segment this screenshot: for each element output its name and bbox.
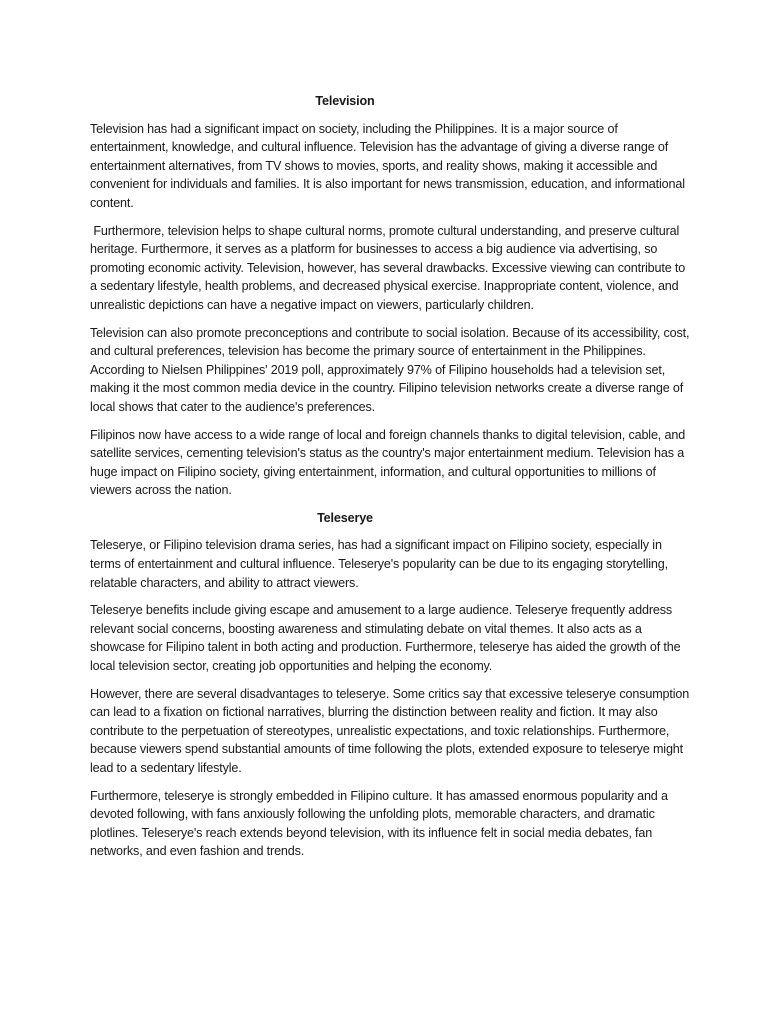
section-heading-television: Television <box>315 94 375 108</box>
paragraph: Filipinos now have access to a wide range of local and foreign channels thanks to digital television, cable, and satellite services, cementing television's status as the country's major entertainment medium. Television has a huge impact on Filipino society, giving entertainment, information, and cultural opportunities to millions of viewers across the nation. <box>90 427 686 498</box>
paragraph: Television can also promote preconceptions and contribute to social isolation. Because of its accessibility, cost, and cultural preferences, television has become the primary source of entertainment in the Philippines. According to Nielsen Philippines' 2019 poll, approximately 97% of Filipino households had a television set, making it the most common media device in the country. Filipino television networks create a diverse range of local shows that cater to the audience's preferences. <box>90 325 690 414</box>
section-heading-teleserye: Teleserye <box>317 510 373 525</box>
paragraph: However, there are several disadvantages to teleserye. Some critics say that excessive teleserye consumption can lead to a fixation on fictional narratives, blurring the distinction between reality and fiction. It may also contribute to the perpetuation of stereotypes, unrealistic expectations, and toxic relationships. Furthermore, because viewers spend substantial amounts of time following the plots, extended exposure to teleserye might lead to a sedentary lifestyle. <box>90 686 690 775</box>
paragraph: Teleserye benefits include giving escape and amusement to a large audience. Teleserye frequently address relevant social concerns, boosting awareness and stimulating debate on vital themes. It also acts as a showcase for Filipino talent in both acting and production. Furthermore, teleserye has aided the growth of the local television sector, creating job opportunities and helping the economy. <box>90 603 681 674</box>
paragraph: Furthermore, teleserye is strongly embedded in Filipino culture. It has amassed enormous popularity and a devoted following, with fans anxiously following the unfolding plots, memorable characters, and dramatic plotlines. Teleserye's reach extends beyond television, with its influence felt in social media debates, fan networks, and even fashion and trends. <box>90 788 668 859</box>
document-body <box>90 92 690 870</box>
paragraph: Television has had a significant impact on society, including the Philippines. It is a major source of entertainment, knowledge, and cultural influence. Television has the advantage of giving a diverse range of entertainment alternatives, from TV shows to movies, sports, and reality shows, making it accessible and convenient for individuals and families. It is also important for news transmission, education, and informational content. <box>90 121 685 210</box>
paragraph: Furthermore, television helps to shape cultural norms, promote cultural understanding, and preserve cultural heritage. Furthermore, it serves as a platform for businesses to access a big audience via advertising, so promoting economic activity. Television, however, has several drawbacks. Excessive viewing can contribute to a sedentary lifestyle, health problems, and decreased physical exercise. Inappropriate content, violence, and unrealistic depictions can have a negative impact on viewers, particularly children. <box>90 223 689 312</box>
paragraph: Teleserye, or Filipino television drama series, has had a significant impact on Filipino society, especially in terms of entertainment and cultural influence. Teleserye's popularity can be due to its engaging storytelling, relatable characters, and ability to attract viewers. <box>90 538 668 590</box>
